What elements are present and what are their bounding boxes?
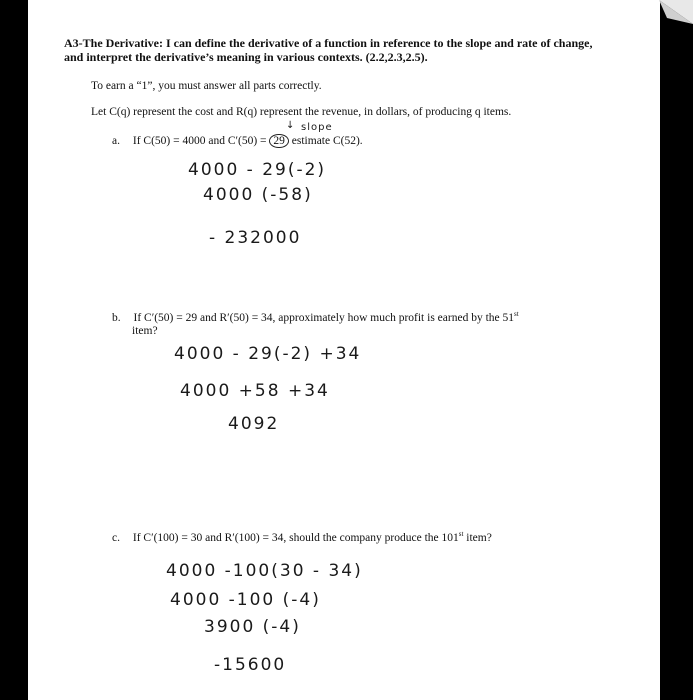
handwritten-slope-note: slope	[301, 122, 333, 133]
part-b-label: b.	[112, 311, 121, 324]
part-b-work-line-2: 4000 +58 +34	[180, 381, 330, 401]
part-b-ordinal: st	[514, 310, 519, 318]
part-a-question-end: estimate C(52).	[288, 135, 363, 147]
part-c-question	[112, 530, 492, 544]
part-c-work-line-3: 3900 (-4)	[204, 617, 301, 637]
setup-text: Let C(q) represent the cost and R(q) represent the revenue, in dollars, of producing q items.	[91, 106, 512, 118]
part-a-answer: - 232000	[209, 228, 302, 248]
part-b-question-line-2: item?	[132, 325, 158, 337]
part-a-question-start: If C(50) = 4000 and C′(50) =	[132, 135, 270, 147]
page-curl-icon	[659, 0, 693, 24]
part-c-answer: -15600	[214, 655, 287, 675]
part-b-answer: 4092	[228, 414, 280, 434]
part-c-ordinal: st	[458, 530, 464, 538]
part-c-question-end: item?	[463, 531, 492, 544]
part-c-work-line-1: 4000 -100(30 - 34)	[166, 561, 363, 581]
part-a-question	[112, 134, 363, 148]
part-c-label: c.	[112, 531, 120, 544]
handwritten-arrow-icon: ↓	[286, 120, 295, 131]
earn-note: To earn a “1”, you must answer all parts correctly.	[91, 80, 322, 92]
part-a-work-line-1: 4000 - 29(-2)	[188, 160, 327, 180]
part-b-work-line-1: 4000 - 29(-2) +34	[174, 344, 362, 364]
part-a-work-line-2: 4000 (-58)	[203, 185, 313, 205]
part-c-question-text: If C′(100) = 30 and R′(100) = 34, should the company produce the 101	[132, 531, 459, 544]
part-a-label: a.	[112, 135, 120, 147]
circled-value: 29	[269, 134, 289, 148]
worksheet-title: A3-The Derivative: I can define the derivative of a function in reference to the slope and rate of change, and interpret the derivative’s meaning in various contexts. (2.2,2.3,2.5).	[64, 36, 593, 64]
part-b-question-text: If C′(50) = 29 and R′(50) = 34, approximately how much profit is earned by the 51	[133, 311, 514, 324]
part-c-work-line-2: 4000 -100 (-4)	[170, 590, 321, 610]
part-b-question	[112, 310, 519, 324]
